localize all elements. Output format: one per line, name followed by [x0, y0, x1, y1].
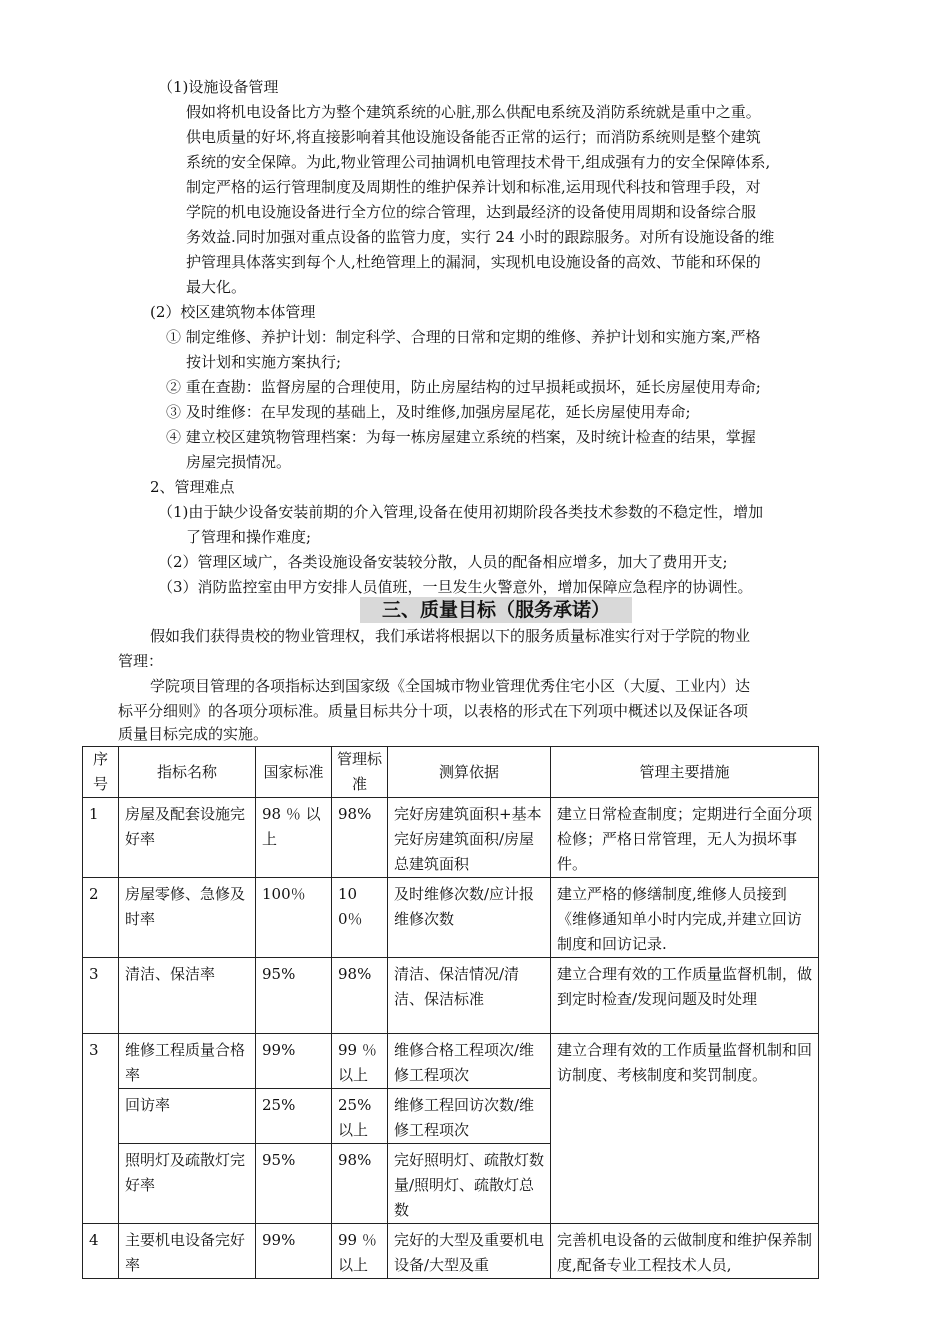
cell-seq: 4 [83, 1224, 119, 1279]
subsection-heading-building: (2）校区建筑物本体管理 [150, 303, 316, 321]
cell-indicator-name: 房屋及配套设施完好率 [119, 798, 256, 878]
cell-indicator-name: 照明灯及疏散灯完好率 [119, 1144, 256, 1224]
cell-indicator-name: 维修工程质量合格率 [119, 1034, 256, 1089]
cell-national-standard: 98 ％ 以上 [256, 798, 332, 878]
cell-main-measures: 完善机电设备的云做制度和维护保养制度,配备专业工程技术人员, [551, 1224, 819, 1279]
list-item: ④ 建立校区建筑物管理档案：为每一栋房屋建立系统的档案，及时统计检查的结果，掌握 [166, 428, 756, 446]
cell-calculation-basis: 维修工程回访次数/维修工程项次 [388, 1089, 551, 1144]
list-item: ② 重在查勘：监督房屋的合理使用，防止房屋结构的过早损耗或损坏，延长房屋使用寿命; [166, 378, 761, 396]
cell-seq: 2 [83, 878, 119, 958]
paragraph-line: 最大化。 [186, 278, 247, 296]
cell-calculation-basis: 完好照明灯、疏散灯数量/照明灯、疏散灯总数 [388, 1144, 551, 1224]
table-header-row [83, 747, 819, 798]
table-row [83, 878, 819, 958]
cell-main-measures: 建立严格的修缮制度,维修人员接到《维修通知单小时内完成,并建立回访制度和回访记录. [551, 878, 819, 958]
paragraph-line: 护管理具体落实到每个人,杜绝管理上的漏洞，实现机电设施设备的高效、节能和环保的 [186, 253, 761, 271]
section-title-quality-goals: 三、质量目标（服务承诺） [360, 597, 632, 623]
cell-indicator-name: 回访率 [119, 1089, 256, 1144]
paragraph-line: 学院项目管理的各项指标达到国家级《全国城市物业管理优秀住宅小区（大厦、工业内）达 [150, 677, 751, 695]
paragraph-line: 务效益.同时加强对重点设备的监管力度，实行 24 小时的跟踪服务。对所有设施设备的维 [186, 228, 775, 246]
list-item-continuation: 按计划和实施方案执行; [186, 353, 342, 371]
section-heading-difficulty: 2、管理难点 [150, 478, 235, 496]
cell-calculation-basis: 及时维修次数/应计报维修次数 [388, 878, 551, 958]
cell-national-standard: 99% [256, 1034, 332, 1089]
cell-calculation-basis: 维修合格工程项次/维修工程项次 [388, 1034, 551, 1089]
list-item: （3）消防监控室由甲方安排人员值班，一旦发生火警意外，增加保障应急程序的协调性。 [158, 578, 753, 596]
cell-management-standard: 100％ [332, 878, 388, 958]
cell-management-standard: 98% [332, 1144, 388, 1224]
cell-management-standard: 99 ％以上 [332, 1224, 388, 1279]
cell-indicator-name: 清洁、保洁率 [119, 958, 256, 1034]
paragraph-line: 制定严格的运行管理制度及周期性的维护保养计划和标准,运用现代科技和管理手段，对 [186, 178, 761, 196]
cell-indicator-name: 房屋零修、急修及时率 [119, 878, 256, 958]
cell-management-standard: 99 ％以上 [332, 1034, 388, 1089]
table-row [83, 1034, 819, 1089]
table-row [83, 958, 819, 1034]
header-seq: 序号 [83, 747, 119, 798]
cell-calculation-basis: 完好的大型及重要机电设备/大型及重 [388, 1224, 551, 1279]
cell-national-standard: 100％ [256, 878, 332, 958]
cell-seq: 3 [83, 958, 119, 1034]
list-item-continuation: 了管理和操作难度; [186, 528, 312, 546]
header-national-standard: 国家标准 [256, 747, 332, 798]
header-management-standard: 管理标准 [332, 747, 388, 798]
cell-national-standard: 99% [256, 1224, 332, 1279]
paragraph-line: 供电质量的好坏,将直接影响着其他设施设备能否正常的运行；而消防系统则是整个建筑 [186, 128, 761, 146]
list-item: （1)由于缺少设备安装前期的介入管理,设备在使用初期阶段各类技术参数的不稳定性，增加 [158, 503, 764, 521]
cell-calculation-basis: 清洁、保洁情况/清洁、保洁标准 [388, 958, 551, 1034]
table-row [83, 1224, 819, 1279]
list-item: ③ 及时维修：在早发现的基础上，及时维修,加强房屋尾花，延长房屋使用寿命; [166, 403, 691, 421]
cell-national-standard: 95% [256, 1144, 332, 1224]
list-item: ① 制定维修、养护计划：制定科学、合理的日常和定期的维修、养护计划和实施方案,严格 [166, 328, 761, 346]
paragraph-line: 系统的安全保障。为此,物业管理公司抽调机电管理技术骨干,组成强有力的安全保障体系, [186, 153, 771, 171]
quality-targets-table [82, 746, 819, 1279]
cell-management-standard: 98% [332, 958, 388, 1034]
cell-national-standard: 95% [256, 958, 332, 1034]
cell-seq: 3 [83, 1034, 119, 1224]
cell-indicator-name: 主要机电设备完好率 [119, 1224, 256, 1279]
cell-management-standard: 98% [332, 798, 388, 878]
cell-main-measures: 建立合理有效的工作质量监督机制和回访制度、考核制度和奖罚制度。 [551, 1034, 819, 1224]
paragraph-line: 学院的机电设施设备进行全方位的综合管理，达到最经济的设备使用周期和设备综合服 [186, 203, 757, 221]
list-item-continuation: 房屋完损情况。 [186, 453, 292, 471]
paragraph-line: 管理： [118, 652, 164, 670]
paragraph-line: 质量目标完成的实施。 [118, 725, 269, 743]
cell-main-measures: 建立日常检查制度；定期进行全面分项检修；严格日常管理，无人为损坏事件。 [551, 798, 819, 878]
cell-main-measures: 建立合理有效的工作质量监督机制，做到定时检查/发现问题及时处理 [551, 958, 819, 1034]
header-calculation-basis: 测算依据 [388, 747, 551, 798]
cell-management-standard: 25%以上 [332, 1089, 388, 1144]
list-item: （2）管理区域广，各类设施设备安装较分散，人员的配备相应增多，加大了费用开支; [158, 553, 728, 571]
header-indicator-name: 指标名称 [119, 747, 256, 798]
paragraph-line: 假如将机电设备比方为整个建筑系统的心脏,那么供配电系统及消防系统就是重中之重。 [186, 103, 761, 121]
table-row [83, 798, 819, 878]
paragraph-line: 标平分细则》的各项分项标准。质量目标共分十项，以表格的形式在下列项中概述以及保证各项 [118, 702, 749, 720]
cell-seq: 1 [83, 798, 119, 878]
header-main-measures: 管理主要措施 [551, 747, 819, 798]
subsection-heading-facility: （1)设施设备管理 [158, 78, 279, 96]
paragraph-line: 假如我们获得贵校的物业管理权，我们承诺将根据以下的服务质量标准实行对于学院的物业 [150, 627, 751, 645]
cell-national-standard: 25% [256, 1089, 332, 1144]
cell-calculation-basis: 完好房建筑面积+基本完好房建筑面积/房屋总建筑面积 [388, 798, 551, 878]
